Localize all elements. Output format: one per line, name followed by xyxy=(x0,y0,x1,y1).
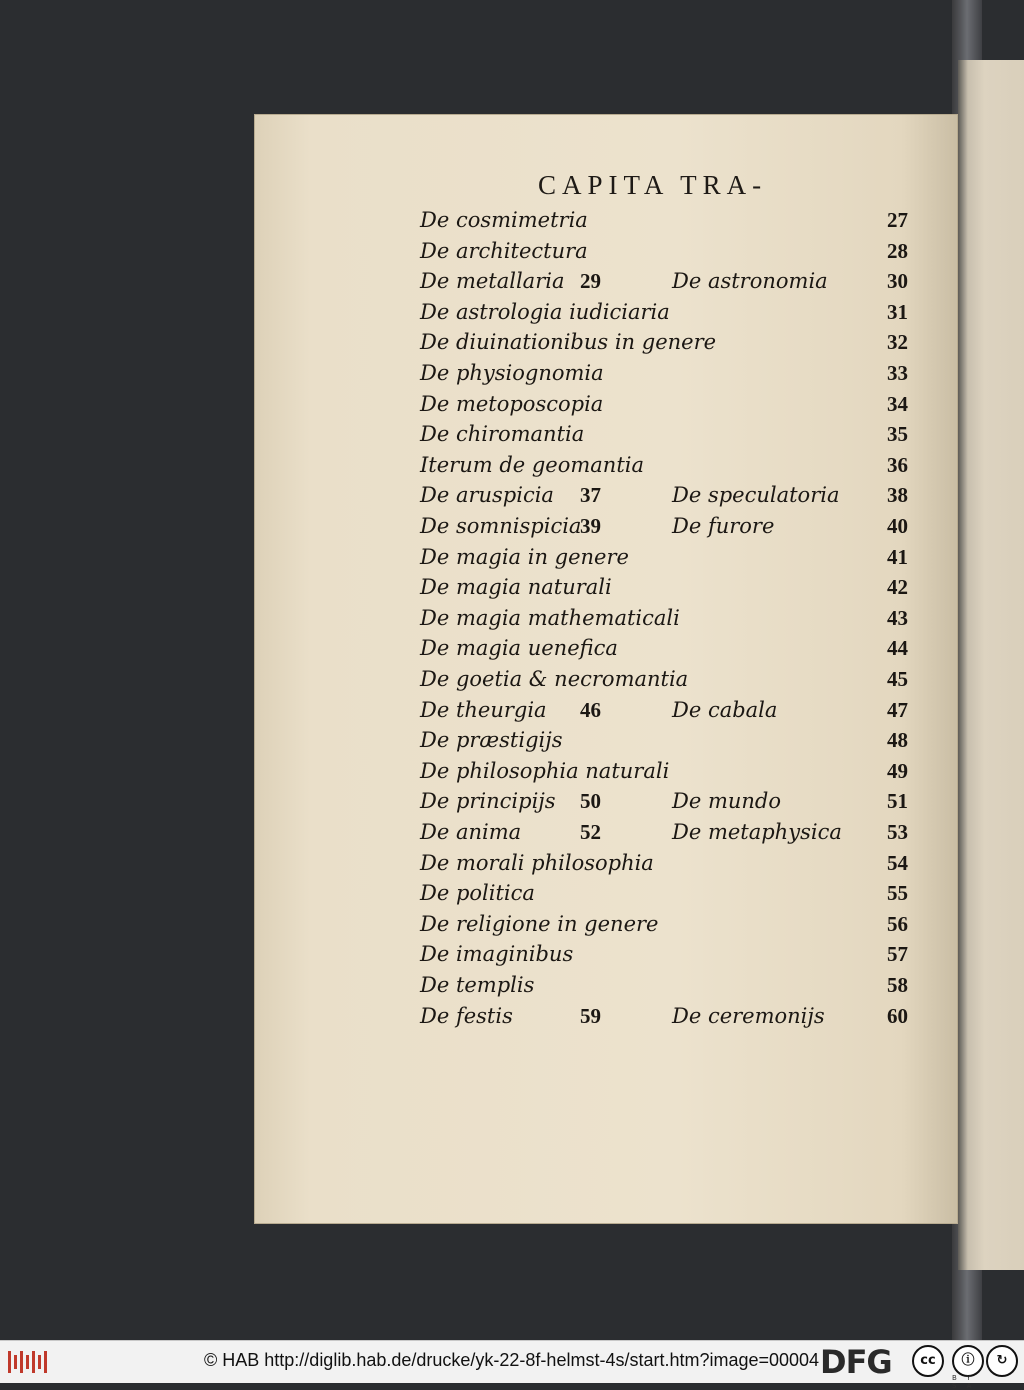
toc-entry-page: 34 xyxy=(887,391,908,416)
toc-entry-title: De morali philosophia xyxy=(420,850,654,875)
toc-entry-title: Iterum de geomantia xyxy=(420,452,645,477)
toc-entry-page: 54 xyxy=(887,850,908,875)
toc-entry-title: De chiromantia xyxy=(420,422,585,447)
toc-entry-page: 51 xyxy=(887,789,908,814)
toc-entry-page: 57 xyxy=(887,942,908,967)
toc-row xyxy=(420,1004,908,1034)
toc-entry-page: 44 xyxy=(887,636,908,661)
toc-entry-title: De principijs xyxy=(420,789,556,814)
next-page-edge xyxy=(958,60,1024,1270)
toc-entry-page: 30 xyxy=(887,269,908,294)
toc-entry-title: De philosophia naturali xyxy=(420,758,670,783)
toc-row xyxy=(420,912,908,942)
toc-entry-title: De anima xyxy=(420,820,522,844)
toc-entry-title: De furore xyxy=(672,514,775,538)
toc-row xyxy=(420,789,908,819)
toc-row xyxy=(420,759,908,789)
toc-row xyxy=(420,942,908,972)
toc-entry-page: 29 xyxy=(580,269,601,294)
toc-entry-page: 46 xyxy=(580,697,601,722)
toc-entry-page: 53 xyxy=(887,820,908,844)
toc-entry-page: 40 xyxy=(887,514,908,538)
toc-entry-page: 37 xyxy=(580,483,601,508)
toc-entry-page: 38 xyxy=(887,483,908,508)
toc-entry-title: De goetia & necromantia xyxy=(420,667,689,691)
toc-entry-page: 33 xyxy=(887,361,908,385)
toc-row xyxy=(420,239,908,269)
toc-entry-title: De mundo xyxy=(672,789,781,814)
toc-entry-title: De templis xyxy=(420,973,535,997)
toc-entry-title: De theurgia xyxy=(420,697,547,722)
toc-entry-page: 47 xyxy=(887,697,908,722)
toc-entry-title: De religione in genere xyxy=(420,911,659,936)
toc-entry-page: 31 xyxy=(887,299,908,324)
toc-row xyxy=(420,881,908,911)
toc-entry-title: De astrologia iudiciaria xyxy=(420,299,670,324)
toc-entry-page: 60 xyxy=(887,1003,908,1028)
toc-entry-title: De magia naturali xyxy=(420,575,612,600)
toc-entry-page: 27 xyxy=(887,208,908,232)
toc-entry-page: 43 xyxy=(887,605,908,630)
toc-entry-page: 59 xyxy=(580,1003,601,1028)
toc-row xyxy=(420,820,908,850)
toc-row xyxy=(420,269,908,299)
toc-row xyxy=(420,208,908,238)
toc-row xyxy=(420,330,908,360)
toc-entry-title: De festis xyxy=(420,1003,513,1028)
toc-entry-page: 36 xyxy=(887,452,908,477)
toc-entry-page: 50 xyxy=(580,789,601,814)
footer-bar xyxy=(0,1340,1024,1390)
toc-entry-page: 41 xyxy=(887,544,908,569)
toc-row xyxy=(420,453,908,483)
toc-entry-page: 55 xyxy=(887,881,908,906)
dfg-logo[interactable]: DFG xyxy=(820,1343,892,1381)
toc-entry-title: De metaphysica xyxy=(672,820,842,844)
footer-credit-link[interactable]: © HAB http://diglib.hab.de/drucke/yk-22-8f-helmst-4s/start.htm?image=00004 xyxy=(204,1350,820,1370)
toc-row xyxy=(420,575,908,605)
page-header: CAPITA TRA- xyxy=(538,170,768,200)
hab-logo-icon[interactable] xyxy=(6,1347,48,1377)
toc-entry-title: De aruspicia xyxy=(420,483,554,508)
toc-row xyxy=(420,361,908,391)
toc-row xyxy=(420,698,908,728)
toc-entry-title: De somnispicia xyxy=(420,514,582,538)
sa-icon: ↻ xyxy=(986,1345,1018,1377)
toc-entry-title: De speculatoria xyxy=(672,483,840,508)
toc-entry-title: De diuinationibus in genere xyxy=(420,330,717,355)
toc-entry-title: De metallaria xyxy=(420,269,565,294)
toc-row xyxy=(420,392,908,422)
toc-entry-title: De præstigijs xyxy=(420,728,563,753)
toc-entry-page: 49 xyxy=(887,758,908,783)
toc-entry-page: 56 xyxy=(887,911,908,936)
toc-entry-page: 48 xyxy=(887,728,908,753)
toc-row xyxy=(420,300,908,330)
toc-entry-title: De physiognomia xyxy=(420,361,604,385)
cc-icon: cc xyxy=(912,1345,944,1377)
toc-row xyxy=(420,667,908,697)
toc-entry-title: De cosmimetria xyxy=(420,208,588,232)
toc-row xyxy=(420,851,908,881)
toc-entry-title: De architectura xyxy=(420,238,588,263)
toc-row xyxy=(420,636,908,666)
toc-entry-title: De ceremonijs xyxy=(672,1003,825,1028)
toc-row xyxy=(420,514,908,544)
toc-row xyxy=(420,606,908,636)
toc-entry-page: 32 xyxy=(887,330,908,355)
toc-entry-title: De metoposcopia xyxy=(420,391,604,416)
toc-entry-title: De cabala xyxy=(672,697,778,722)
toc-row xyxy=(420,422,908,452)
toc-entry-page: 28 xyxy=(887,238,908,263)
by-icon: ⓘ xyxy=(952,1345,984,1377)
toc-row xyxy=(420,728,908,758)
toc-entry-title: De magia uenefica xyxy=(420,636,618,661)
toc-row xyxy=(420,973,908,1003)
toc-entry-title: De magia mathematicali xyxy=(420,605,680,630)
toc-entry-page: 39 xyxy=(580,514,601,538)
toc-entry-title: De magia in genere xyxy=(420,544,629,569)
toc-entry-page: 35 xyxy=(887,422,908,447)
license-badge[interactable] xyxy=(912,1345,1020,1390)
toc-row xyxy=(420,545,908,575)
toc-entry-page: 52 xyxy=(580,820,601,844)
toc-entry-title: De politica xyxy=(420,881,535,906)
license-labels: BY SA xyxy=(952,1374,982,1390)
toc-entry-page: 45 xyxy=(887,667,908,691)
toc-entry-title: De astronomia xyxy=(672,269,828,294)
toc-row xyxy=(420,483,908,513)
toc-entry-page: 58 xyxy=(887,973,908,997)
toc-entry-page: 42 xyxy=(887,575,908,600)
toc-entry-title: De imaginibus xyxy=(420,942,574,967)
